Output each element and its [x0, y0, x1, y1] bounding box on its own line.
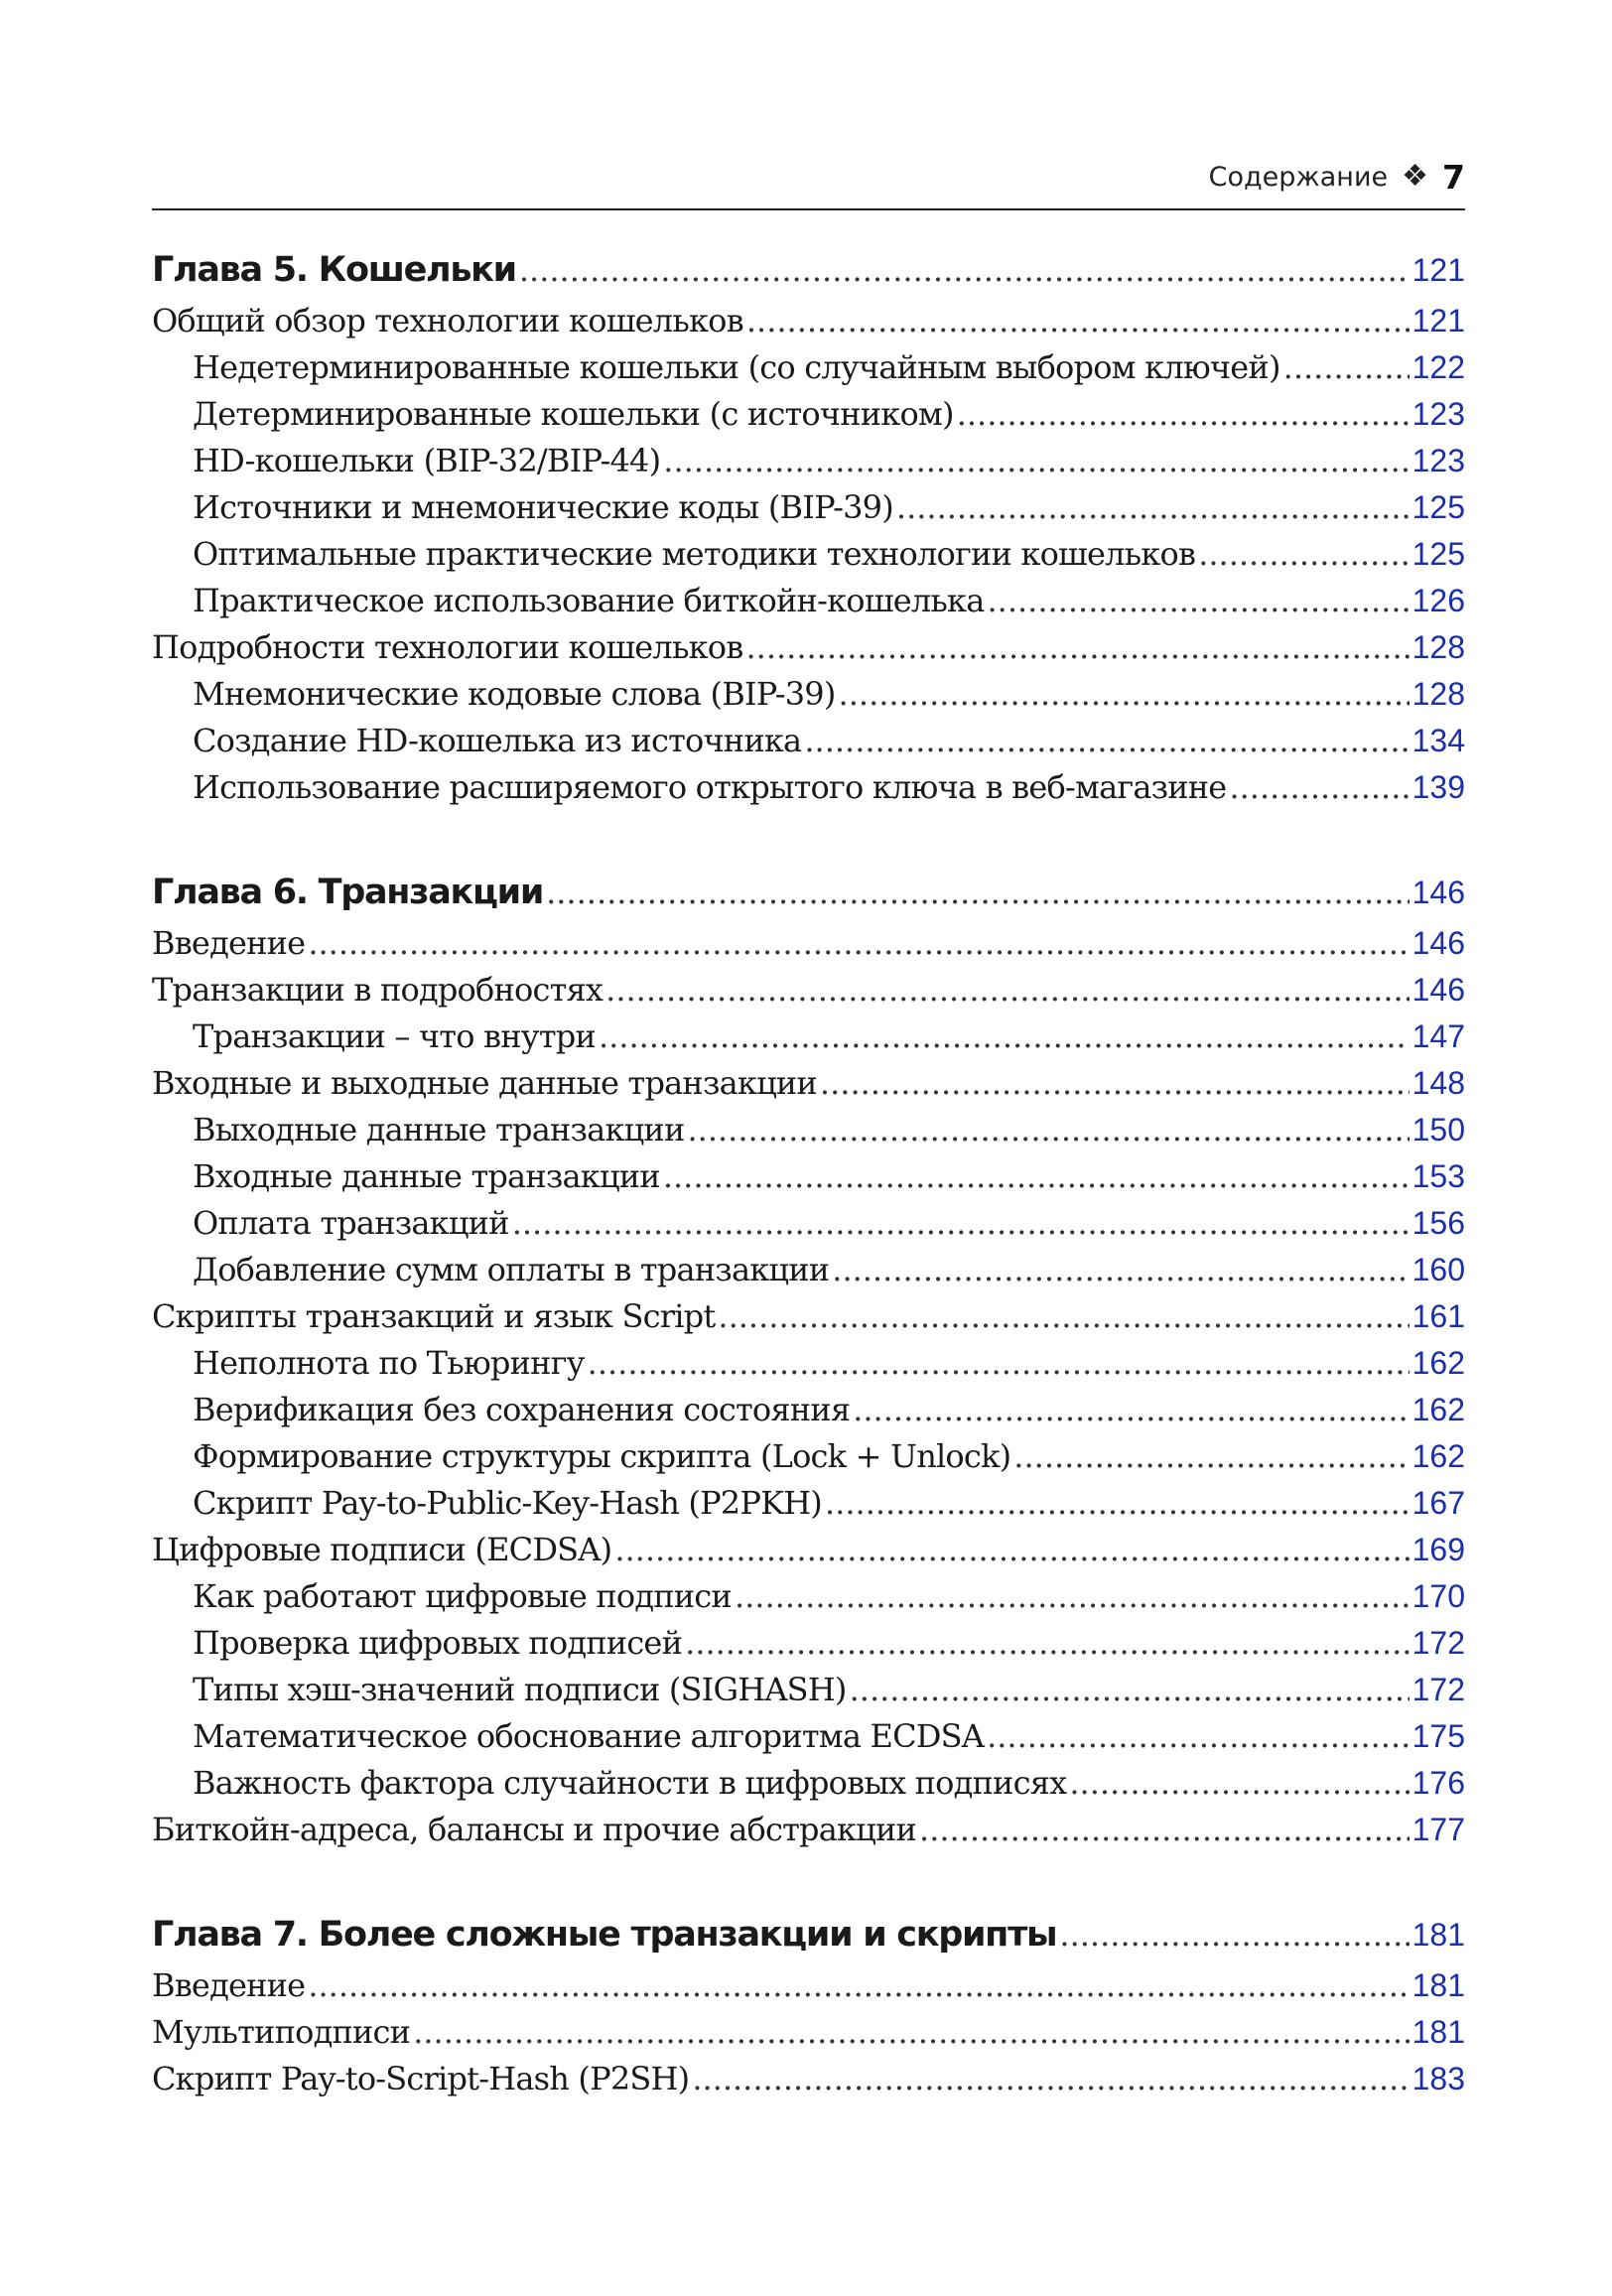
dot-leader: [987, 1717, 1410, 1755]
toc-section[interactable]: [152, 1966, 1465, 2013]
dot-leader: [1198, 535, 1409, 573]
subsection-title: Входные данные транзакции: [193, 1157, 660, 1195]
page-link[interactable]: 161: [1411, 1298, 1465, 1334]
toc-subsection[interactable]: [152, 442, 1465, 488]
toc-subsection[interactable]: [152, 395, 1465, 442]
page-number: 7: [1442, 157, 1465, 197]
toc-subsection[interactable]: [152, 1717, 1465, 1764]
page-link[interactable]: 170: [1411, 1578, 1465, 1614]
toc-chapter-5[interactable]: [152, 250, 1465, 302]
dot-leader: [853, 1391, 1409, 1428]
toc-subsection[interactable]: [152, 535, 1465, 582]
dot-leader: [546, 874, 1410, 911]
toc-subsection[interactable]: [152, 1204, 1465, 1251]
page-link[interactable]: 146: [1411, 875, 1465, 910]
toc-section[interactable]: [152, 628, 1465, 675]
running-header: [152, 151, 1465, 210]
page-link[interactable]: 181: [1411, 1967, 1465, 2003]
dot-leader: [1013, 1437, 1409, 1475]
page-link[interactable]: 121: [1411, 303, 1465, 338]
toc-subsection[interactable]: [152, 722, 1465, 768]
page-link[interactable]: 148: [1411, 1065, 1465, 1101]
page-link[interactable]: 172: [1411, 1625, 1465, 1661]
subsection-title: Транзакции – что внутри: [193, 1017, 596, 1055]
page-link[interactable]: 123: [1411, 396, 1465, 432]
toc-section[interactable]: [152, 2013, 1465, 2060]
section-title: Общий обзор технологии кошельков: [152, 302, 743, 339]
dot-leader: [820, 1064, 1410, 1102]
page-link[interactable]: 134: [1411, 723, 1465, 758]
subsection-title: Как работают цифровые подписи: [193, 1577, 732, 1615]
subsection-title: Добавление сумм оплаты в транзакции: [193, 1251, 830, 1288]
page-link[interactable]: 123: [1411, 443, 1465, 478]
dot-leader: [413, 2013, 1409, 2051]
subsection-title: Проверка цифровых подписей: [193, 1624, 683, 1662]
subsection-title: Практическое использование биткойн-кошелька: [193, 582, 985, 619]
toc-subsection[interactable]: [152, 1671, 1465, 1717]
section-title: Скрипт Pay-to-Script-Hash (P2SH): [152, 2060, 690, 2097]
section-title: Введение: [152, 1966, 306, 2004]
dot-leader: [663, 442, 1409, 479]
dot-leader: [614, 1531, 1409, 1568]
page-link[interactable]: 146: [1411, 972, 1465, 1008]
dot-leader: [1283, 348, 1410, 386]
page-link[interactable]: 169: [1411, 1532, 1465, 1567]
page-link[interactable]: 125: [1411, 489, 1465, 525]
toc-subsection[interactable]: [152, 1624, 1465, 1671]
toc-subsection[interactable]: [152, 1391, 1465, 1437]
subsection-title: Неполнота по Тьюрингу: [193, 1344, 585, 1382]
section-title: Цифровые подписи (ECDSA): [152, 1531, 612, 1568]
subsection-title: Скрипт Pay-to-Public-Key-Hash (P2PKH): [193, 1484, 822, 1522]
dot-leader: [896, 488, 1410, 526]
page-link[interactable]: 146: [1411, 925, 1465, 961]
page-link[interactable]: 172: [1411, 1672, 1465, 1707]
dot-leader: [839, 675, 1410, 713]
subsection-title: Математическое обоснование алгоритма ECDSA: [193, 1717, 985, 1755]
page-link[interactable]: 162: [1411, 1345, 1465, 1381]
subsection-title: Выходные данные транзакции: [193, 1111, 685, 1148]
page-link[interactable]: 126: [1411, 583, 1465, 618]
section-title: Скрипты транзакций и язык Script: [152, 1297, 716, 1335]
dot-leader: [308, 924, 1409, 962]
subsection-title: HD-кошельки (BIP-32/BIP-44): [193, 442, 661, 479]
toc-section[interactable]: [152, 971, 1465, 1017]
toc-subsection[interactable]: [152, 768, 1465, 815]
dot-leader: [588, 1344, 1410, 1382]
dot-leader: [718, 1297, 1409, 1335]
section-title: Биткойн-адреса, балансы и прочие абстракции: [152, 1811, 917, 1848]
toc-chapter-6[interactable]: [152, 873, 1465, 924]
subsection-title: Верификация без сохранения состояния: [193, 1391, 851, 1428]
toc-subsection[interactable]: [152, 488, 1465, 535]
page-link[interactable]: 128: [1411, 676, 1465, 712]
page-link[interactable]: 160: [1411, 1252, 1465, 1287]
chapter-title: Глава 7. Более сложные транзакции и скрипты: [152, 1915, 1057, 1955]
dot-leader: [1069, 1764, 1409, 1802]
toc-subsection[interactable]: [152, 1577, 1465, 1624]
page-link[interactable]: 162: [1411, 1392, 1465, 1427]
toc-subsection[interactable]: [152, 1017, 1465, 1064]
dot-leader: [745, 628, 1409, 666]
toc-section[interactable]: [152, 1531, 1465, 1577]
subsection-title: Оплата транзакций: [193, 1204, 509, 1242]
dot-leader: [957, 395, 1410, 433]
toc-section[interactable]: [152, 2060, 1465, 2106]
dot-leader: [685, 1624, 1410, 1662]
subsection-title: Важность фактора случайности в цифровых подписях: [193, 1764, 1067, 1802]
section-title: Подробности технологии кошельков: [152, 628, 743, 666]
toc-section[interactable]: [152, 302, 1465, 348]
dot-leader: [735, 1577, 1410, 1615]
page-link[interactable]: 122: [1411, 349, 1465, 385]
running-title: Содержание: [1208, 161, 1389, 193]
toc-subsection[interactable]: [152, 1344, 1465, 1391]
subsection-title: Создание HD-кошелька из источника: [193, 722, 802, 759]
dot-leader: [746, 302, 1410, 339]
dot-leader: [1229, 768, 1409, 806]
subsection-title: Недетерминированные кошельки (со случайным выбором ключей): [193, 348, 1280, 386]
table-of-contents: [152, 250, 1465, 2106]
section-title: Введение: [152, 924, 306, 962]
page-link[interactable]: 125: [1411, 536, 1465, 572]
section-title: Транзакции в подробностях: [152, 971, 604, 1009]
subsection-title: Формирование структуры скрипта (Lock + Unlock): [193, 1437, 1011, 1475]
page-link[interactable]: 153: [1411, 1158, 1465, 1194]
dot-leader: [825, 1484, 1410, 1522]
toc-section[interactable]: [152, 1064, 1465, 1111]
toc-subsection[interactable]: [152, 1111, 1465, 1157]
page-link[interactable]: 176: [1411, 1765, 1465, 1801]
dot-leader: [804, 722, 1409, 759]
page-link[interactable]: 150: [1411, 1112, 1465, 1148]
toc-subsection[interactable]: [152, 1251, 1465, 1297]
page-link[interactable]: 167: [1411, 1485, 1465, 1521]
toc-subsection[interactable]: [152, 348, 1465, 395]
toc-section[interactable]: [152, 1811, 1465, 1857]
toc-subsection[interactable]: [152, 582, 1465, 628]
toc-subsection[interactable]: [152, 675, 1465, 722]
page-link[interactable]: 156: [1411, 1205, 1465, 1241]
toc-subsection[interactable]: [152, 1764, 1465, 1811]
toc-section[interactable]: [152, 924, 1465, 971]
dot-leader: [832, 1251, 1409, 1288]
page-link[interactable]: 128: [1411, 629, 1465, 665]
toc-subsection[interactable]: [152, 1484, 1465, 1531]
dot-leader: [919, 1811, 1410, 1848]
dot-leader: [519, 251, 1410, 289]
dot-leader: [687, 1111, 1409, 1148]
page-link[interactable]: 177: [1411, 1812, 1465, 1847]
dot-leader: [987, 582, 1409, 619]
page-link[interactable]: 121: [1411, 252, 1465, 288]
dot-leader: [308, 1966, 1409, 2004]
page-link[interactable]: 162: [1411, 1438, 1465, 1474]
dot-leader: [605, 971, 1409, 1009]
page-link[interactable]: 183: [1411, 2061, 1465, 2096]
subsection-title: Оптимальные практические методики технологии кошельков: [193, 535, 1196, 573]
dot-leader: [692, 2060, 1409, 2097]
subsection-title: Типы хэш-значений подписи (SIGHASH): [193, 1671, 847, 1708]
page-link[interactable]: 139: [1411, 769, 1465, 805]
subsection-title: Мнемонические кодовые слова (BIP-39): [193, 675, 836, 713]
dot-leader: [663, 1157, 1410, 1195]
section-title: Мультиподписи: [152, 2013, 411, 2051]
chapter-title: Глава 5. Кошельки: [152, 250, 516, 290]
toc-subsection[interactable]: [152, 1437, 1465, 1484]
section-title: Входные и выходные данные транзакции: [152, 1064, 817, 1102]
chapter-spacer: [152, 815, 1465, 873]
toc-section[interactable]: [152, 1297, 1465, 1344]
ornament-icon: ❖: [1402, 159, 1429, 194]
subsection-title: Детерминированные кошельки (с источником): [193, 395, 954, 433]
page-link[interactable]: 147: [1411, 1018, 1465, 1054]
toc-chapter-7[interactable]: [152, 1915, 1465, 1966]
toc-subsection[interactable]: [152, 1157, 1465, 1204]
subsection-title: Источники и мнемонические коды (BIP-39): [193, 488, 893, 526]
dot-leader: [850, 1671, 1410, 1708]
page-link[interactable]: 181: [1411, 2014, 1465, 2050]
dot-leader: [1059, 1916, 1409, 1954]
subsection-title: Использование расширяемого открытого ключа в веб-магазине: [193, 768, 1227, 806]
page-link[interactable]: 181: [1411, 1917, 1465, 1953]
chapter-title: Глава 6. Транзакции: [152, 873, 544, 912]
dot-leader: [512, 1204, 1410, 1242]
page-link[interactable]: 175: [1411, 1718, 1465, 1754]
chapter-spacer: [152, 1857, 1465, 1915]
dot-leader: [599, 1017, 1410, 1055]
